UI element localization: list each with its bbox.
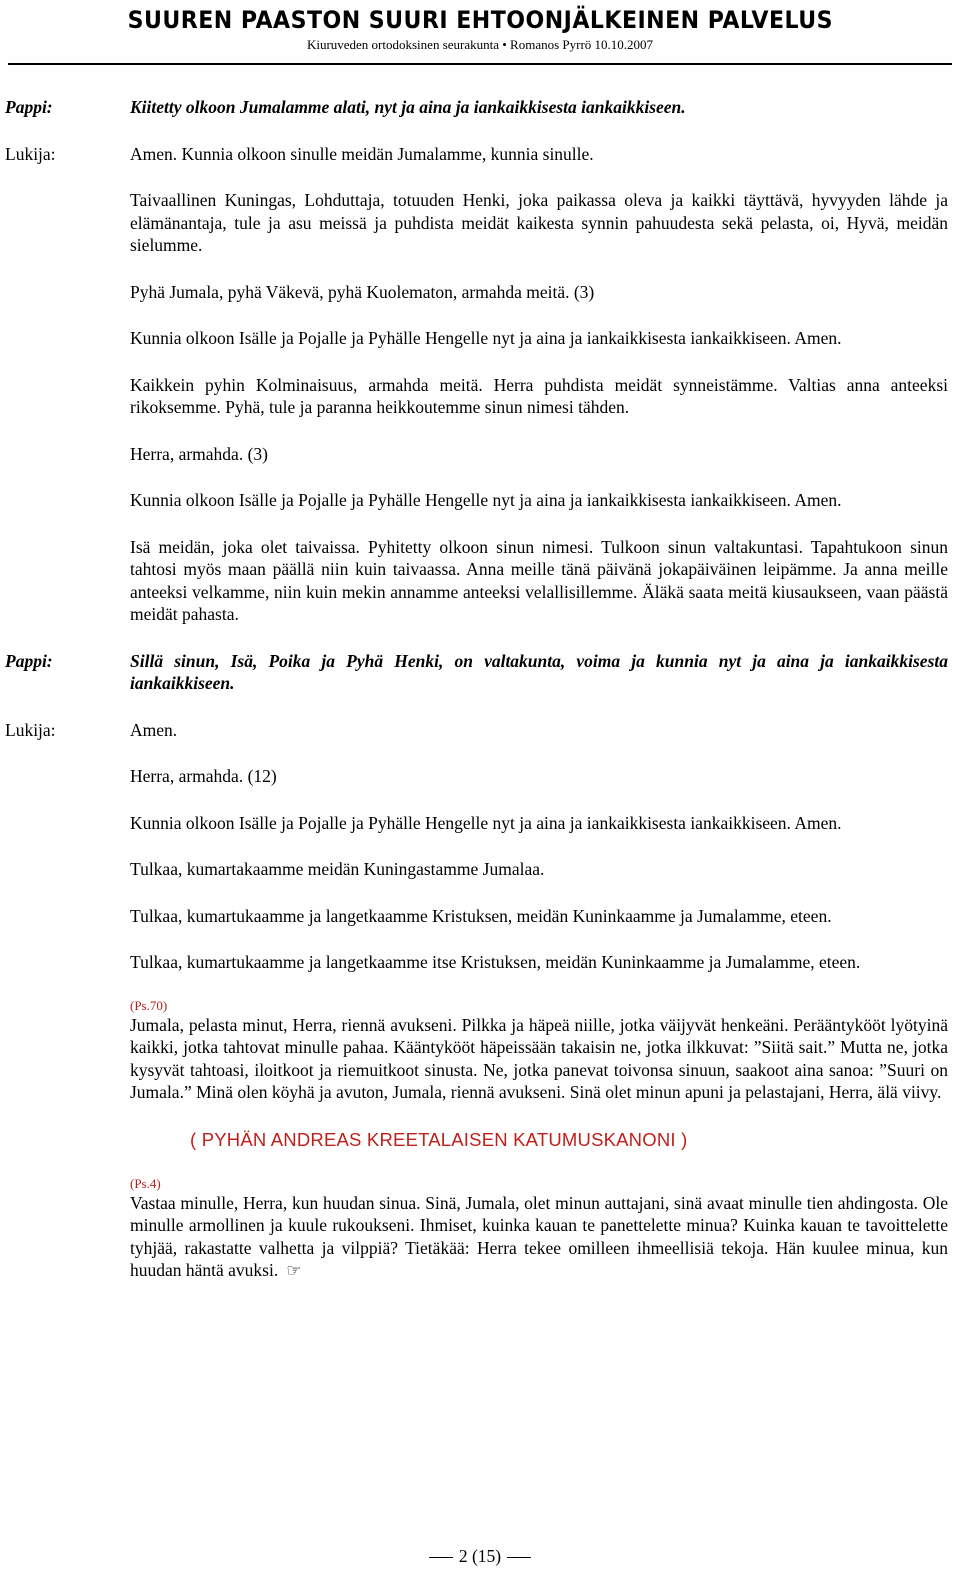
paragraph-text: Isä meidän, joka olet taivaissa. Pyhitetty olkoon sinun nimesi. Tulkoon sinun valtakuntasi. Tapahtukoon sinun tahtosi myös maan päällä niin kuin taivaassa. Anna meille tänä päivänä jokapäiväinen leipämme. Ja anna meille anteeksi velkamme, niin kuin mekin annamme anteeksi velallisillemme. Äläkä saata meitä kiusaukseen, vaan päästä meidät pahasta. xyxy=(130,536,948,624)
document-subtitle: Kiuruveden ortodoksinen seurakunta • Romanos Pyrrö 10.10.2007 xyxy=(306,37,654,52)
psalm-reference: (Ps.4) xyxy=(130,1175,161,1191)
paragraph xyxy=(0,812,960,835)
paragraph-text: Herra, armahda. (12) xyxy=(130,766,277,786)
role-label-lukija: Lukija: xyxy=(5,719,56,740)
paragraph-text: Herra, armahda. (3) xyxy=(130,443,268,464)
page-footer xyxy=(0,1545,960,1567)
document-header xyxy=(0,0,960,65)
role-label-lukija: Lukija: xyxy=(5,143,56,164)
psalm-text-body: Vastaa minulle, Herra, kun huudan sinua. Sinä, Jumala, olet minun auttajani, sinä avaat minulle tien ahdingosta. Ole minulle armollinen ja kuule rukoukseni. Ihmiset, kuinka kauan te panettelette minua? Kuinka kauan te tavoittelette tyhjää, rakastatte valhetta ja vilppiä? Tietäkää: Herra tekee omilleen ihmeellisiä tekoja. Hän kuulee minua, kun huudan häntä avuksi. xyxy=(130,1192,948,1280)
header-rule xyxy=(8,63,952,65)
role-label-pappi: Pappi: xyxy=(5,650,53,671)
paragraph xyxy=(0,189,960,257)
psalm-text xyxy=(130,1192,948,1283)
priest-text: Kiitetty olkoon Jumalamme alati, nyt ja aina ja iankaikkisesta iankaikkiseen. xyxy=(130,97,686,117)
priest-line xyxy=(0,650,960,695)
paragraph-text: Kaikkein pyhin Kolminaisuus, armahda meitä. Herra puhdista meidät synneistämme. Valtias anna anteeksi rikoksemme. Pyhä, tule ja paranna heikkoutemme sinun nimesi tähden. xyxy=(130,374,948,417)
paragraph xyxy=(0,489,960,512)
role-label-pappi: Pappi: xyxy=(5,97,53,117)
reader-text: Amen. xyxy=(130,719,178,740)
paragraph xyxy=(0,905,960,928)
paragraph-text: Kunnia olkoon Isälle ja Pojalle ja Pyhälle Hengelle nyt ja aina ja iankaikkisesta iankaikkiseen. Amen. xyxy=(130,812,842,833)
pointing-hand-icon: ☞ xyxy=(286,1261,302,1281)
paragraph xyxy=(0,281,960,304)
reader-line xyxy=(0,719,960,742)
paragraph xyxy=(0,951,960,974)
psalm-block xyxy=(0,1176,960,1283)
paragraph-text: Tulkaa, kumartukaamme ja langetkaamme itse Kristuksen, meidän Kuninkaamme ja Jumalamme, eteen. xyxy=(130,952,861,972)
document-body xyxy=(0,96,960,1283)
paragraph xyxy=(0,443,960,466)
paragraph xyxy=(0,858,960,881)
paragraph xyxy=(0,327,960,350)
footer-dash-right xyxy=(507,1557,531,1558)
paragraph-text: Tulkaa, kumartukaamme ja langetkaamme Kristuksen, meidän Kuninkaamme ja Jumalamme, eteen. xyxy=(130,905,832,926)
reader-text: Amen. Kunnia olkoon sinulle meidän Jumalamme, kunnia sinulle. xyxy=(130,143,594,164)
priest-line xyxy=(0,96,960,119)
reader-line xyxy=(0,143,960,166)
psalm-reference: (Ps.70) xyxy=(130,997,168,1013)
psalm-text: Jumala, pelasta minut, Herra, riennä avukseni. Pilkka ja häpeä niille, jotka väijyvät henkeäni. Perääntykööt lyötyinä kaikki, jotka tahtovat minulle pahaa. Kääntykööt häpeissään takaisin ne, jotka ilkkuvat: ”Siitä sait.” Mutta ne, jotka kysyvät tahtoasi, iloitkoot ja riemuitkoot sinusta. Ne, jotka panevat toivonsa sinuun, saakoot aina sanoa: ”Suuri on Jumala.” Minä olen köyhä ja avuton, Jumala, riennä avukseni. Sinä olet minun apuni ja pelastajani, Herra, älä viivy. xyxy=(130,1014,948,1102)
page-number: 2 (15) xyxy=(458,1546,502,1566)
paragraph-text: Taivaallinen Kuningas, Lohduttaja, totuuden Henki, joka paikassa oleva ja kaikki täyttävä, hyvyyden lähde ja elämänantaja, tule ja asu meissä ja puhdista meidät kaikesta synnin pahuudesta sekä pelasta, oi, Hyvä, meidän sielumme. xyxy=(130,190,948,255)
document-title: SUUREN PAASTON SUURI EHTOONJÄLKEINEN PALVELUS xyxy=(127,6,833,34)
paragraph-text: Tulkaa, kumartakaamme meidän Kuningastamme Jumalaa. xyxy=(130,859,545,879)
footer-dash-left xyxy=(429,1557,453,1558)
priest-text: Sillä sinun, Isä, Poika ja Pyhä Henki, on valtakunta, voima ja kunnia nyt ja aina ja iankaikkisesta iankaikkiseen. xyxy=(130,650,948,693)
paragraph xyxy=(0,536,960,626)
paragraph-text: Kunnia olkoon Isälle ja Pojalle ja Pyhälle Hengelle nyt ja aina ja iankaikkisesta iankaikkiseen. Amen. xyxy=(130,328,842,348)
psalm-block xyxy=(0,998,960,1104)
paragraph-text: Pyhä Jumala, pyhä Väkevä, pyhä Kuolematon, armahda meitä. (3) xyxy=(130,281,595,302)
paragraph-text: Kunnia olkoon Isälle ja Pojalle ja Pyhälle Hengelle nyt ja aina ja iankaikkisesta iankaikkiseen. Amen. xyxy=(130,490,842,510)
canon-heading-row xyxy=(0,1128,960,1152)
canon-heading: ( PYHÄN ANDREAS KREETALAISEN KATUMUSKANONI ) xyxy=(190,1128,688,1150)
paragraph xyxy=(0,765,960,788)
paragraph xyxy=(0,374,960,419)
